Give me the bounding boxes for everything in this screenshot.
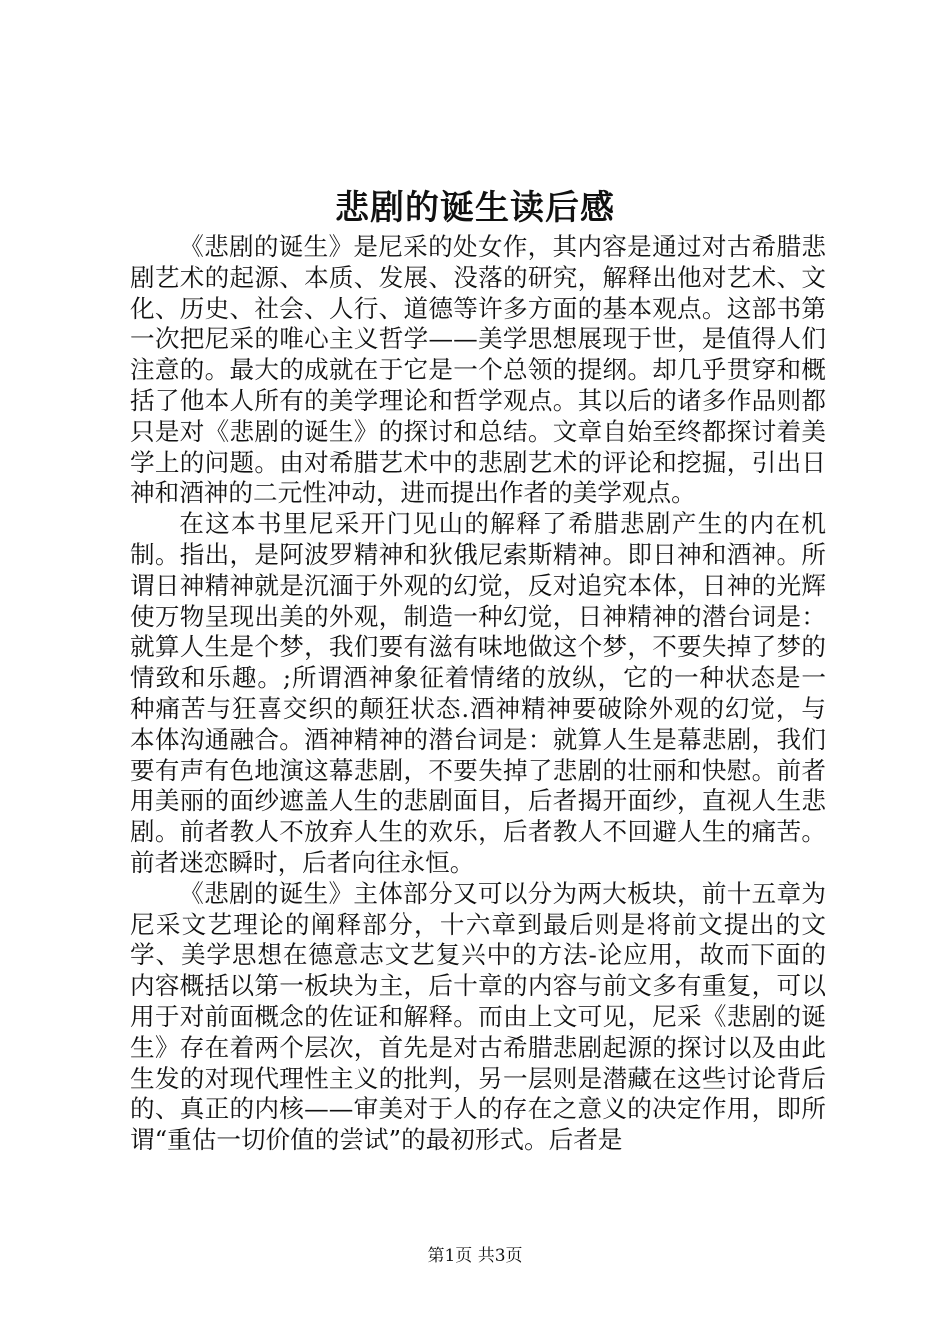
page-number-footer: 第1页 共3页: [427, 1246, 523, 1266]
paragraph-3: 《悲剧的诞生》主体部分又可以分为两大板块，前十五章为尼采文艺理论的阐释部分，十六章到最后则是将前文提出的文学、美学思想在德意志文艺复兴中的方法-论应用，故而下面的内容概括以第一板块为主，后十章的内容与前文多有重复，可以用于对前面概念的佐证和解释。而由上文可见，尼采《悲剧的诞生》存在着两个层次，首先是对古希腊悲剧起源的探讨以及由此生发的对现代理性主义的批判，另一层则是潜藏在这些讨论背后的、真正的内核——审美对于人的存在之意义的决定作用，即所谓“重估一切价值的尝试”的最初形式。后者是: [130, 878, 826, 1155]
paragraph-1: 《悲剧的诞生》是尼采的处女作，其内容是通过对古希腊悲剧艺术的起源、本质、发展、没落的研究，解释出他对艺术、文化、历史、社会、人行、道德等许多方面的基本观点。这部书第一次把尼采的唯心主义哲学——美学思想展现于世，是值得人们注意的。最大的成就在于它是一个总领的提纲。却几乎贯穿和概括了他本人所有的美学理论和哲学观点。其以后的诸多作品则都只是对《悲剧的诞生》的探讨和总结。文章自始至终都探讨着美学上的问题。由对希腊艺术中的悲剧艺术的评论和挖掘，引出日神和酒神的二元性冲动，进而提出作者的美学观点。: [130, 232, 826, 508]
paragraph-2: 在这本书里尼采开门见山的解释了希腊悲剧产生的内在机制。指出，是阿波罗精神和狄俄尼索斯精神。即日神和酒神。所谓日神精神就是沉湎于外观的幻觉，反对追究本体，日神的光辉使万物呈现出美的外观，制造一种幻觉，日神精神的潜台词是：就算人生是个梦，我们要有滋有味地做这个梦，不要失掉了梦的情致和乐趣。;所谓酒神象征着情绪的放纵，它的一种状态是一种痛苦与狂喜交织的颠狂状态.酒神精神要破除外观的幻觉，与本体沟通融合。酒神精神的潜台词是：就算人生是幕悲剧，我们要有声有色地演这幕悲剧，不要失掉了悲剧的壮丽和快慰。前者用美丽的面纱遮盖人生的悲剧面目，后者揭开面纱，直视人生悲剧。前者教人不放弃人生的欢乐，后者教人不回避人生的痛苦。前者迷恋瞬时，后者向往永恒。: [130, 509, 826, 877]
document-title: 悲剧的诞生读后感: [335, 188, 615, 228]
document-body: [130, 232, 826, 1156]
